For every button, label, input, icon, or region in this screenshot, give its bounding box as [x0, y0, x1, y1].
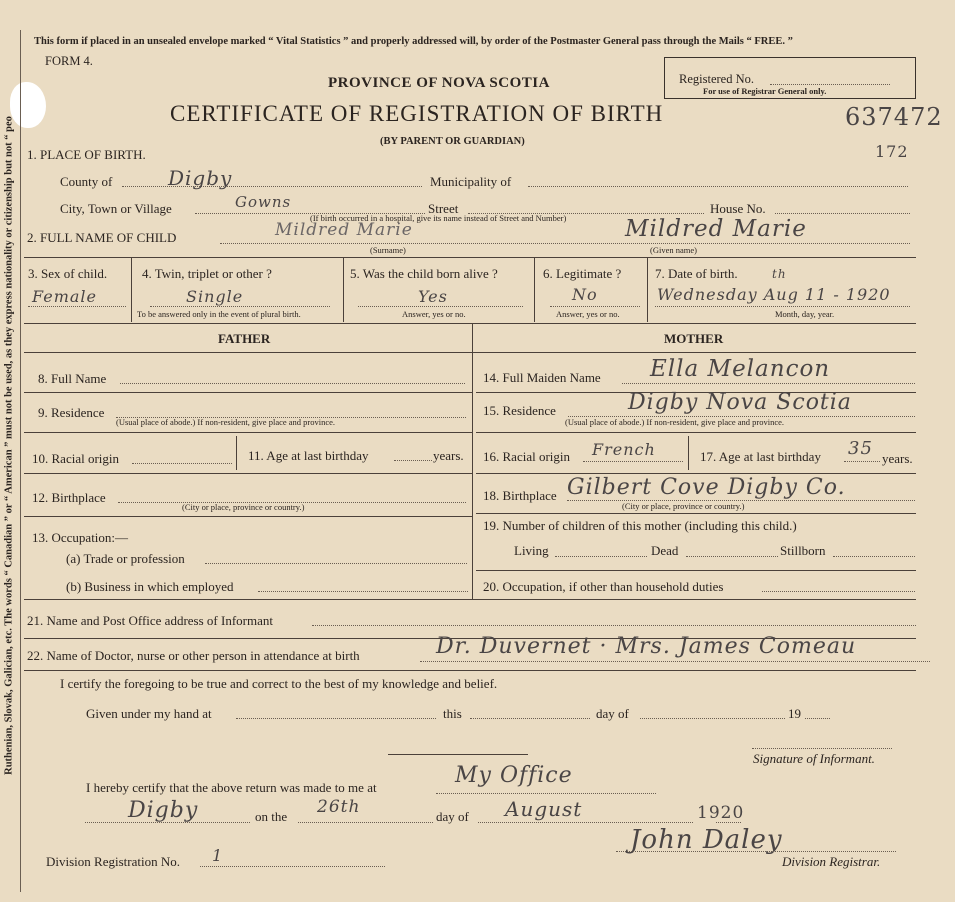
father-racial-label: 10. Racial origin	[32, 451, 120, 466]
given-label: Given under my hand at	[86, 706, 212, 721]
registrar-month-value: August	[505, 797, 583, 821]
hospital-note: (If birth occurred in a hospital, give its name instead of Street and Number)	[310, 213, 567, 223]
father-residence-note: (Usual place of abode.) If non-resident, give place and province.	[116, 417, 336, 427]
side-notice: Ruthenian, Slovak, Galician, etc. The words “ Canadian ” or “ American ” must not be used, as they express nationality or citizenship but not “ peo	[3, 116, 15, 775]
signature-informant-label: Signature of Informant.	[753, 751, 875, 766]
mother-maiden-label: 14. Full Maiden Name	[483, 370, 601, 385]
date-th: th	[772, 267, 787, 281]
registrar-statement: I hereby certify that the above return was made to me at	[86, 780, 377, 795]
mother-years: years.	[882, 451, 913, 466]
registered-sub-number: 172	[875, 142, 909, 161]
father-birthplace-note: (City or place, province or country.)	[182, 502, 305, 512]
top-notice: This form if placed in an unsealed envelope marked “ Vital Statistics ” and properly addressed will, by order of the Postmaster General pass through the Mails “ FREE. ”	[34, 36, 793, 47]
dead-label: Dead	[651, 543, 679, 558]
city-value: Gowns	[235, 193, 292, 211]
mother-racial-value: French	[592, 440, 656, 459]
alive-note: Answer, yes or no.	[402, 309, 466, 319]
twin-value: Single	[186, 287, 244, 306]
registrar-signature-value: John Daley	[630, 825, 783, 855]
on-the-label: on the	[255, 809, 288, 824]
father-trade-label: (a) Trade or profession	[66, 551, 185, 566]
municipality-label: Municipality of	[430, 174, 512, 189]
registrar-year-value: 1920	[697, 803, 745, 823]
father-occupation-label: 13. Occupation:—	[32, 530, 129, 545]
day-of-label: day of	[596, 706, 629, 721]
mother-age-label: 17. Age at last birthday	[700, 449, 821, 464]
torn-corner	[10, 82, 46, 128]
registrar-day-of-label: day of	[436, 809, 469, 824]
father-residence-label: 9. Residence	[38, 405, 105, 420]
living-label: Living	[514, 543, 549, 558]
street-label: Street	[428, 201, 459, 216]
mother-birthplace-label: 18. Birthplace	[483, 488, 557, 503]
mother-age-value: 35	[848, 438, 873, 459]
doctor-label: 22. Name of Doctor, nurse or other person in attendance at birth	[27, 648, 360, 663]
certify-statement: I certify the foregoing to be true and correct to the best of my knowledge and belief.	[60, 676, 498, 691]
this-label: this	[443, 706, 462, 721]
mother-occupation-label: 20. Occupation, if other than household duties	[483, 579, 724, 594]
father-birthplace-label: 12. Birthplace	[32, 490, 106, 505]
father-age-label: 11. Age at last birthday	[248, 448, 369, 463]
division-registration-label: Division Registration No.	[46, 854, 180, 869]
father-business-label: (b) Business in which employed	[66, 579, 234, 594]
mother-maiden-value: Ella Melancon	[650, 356, 831, 382]
registered-box	[664, 57, 916, 99]
alive-label: 5. Was the child born alive ?	[350, 266, 498, 281]
page-title: CERTIFICATE OF REGISTRATION OF BIRTH	[170, 101, 664, 126]
sex-value: Female	[32, 287, 97, 306]
stillborn-label: Stillborn	[780, 543, 826, 558]
child-given-value: Mildred Marie	[625, 216, 807, 242]
twin-label: 4. Twin, triplet or other ?	[142, 266, 272, 281]
informant-label: 21. Name and Post Office address of Informant	[27, 613, 273, 628]
mother-racial-label: 16. Racial origin	[483, 449, 571, 464]
given-note: (Given name)	[650, 245, 697, 255]
father-years: years.	[433, 448, 464, 463]
form-number: FORM 4.	[45, 54, 93, 68]
place-heading: 1. PLACE OF BIRTH.	[27, 147, 146, 162]
date-value: Wednesday Aug 11 - 1920	[657, 285, 891, 304]
province-heading: PROVINCE OF NOVA SCOTIA	[328, 75, 550, 91]
legit-note: Answer, yes or no.	[556, 309, 620, 319]
registered-number: 637472	[845, 103, 943, 131]
registrar-place-value: My Office	[455, 763, 573, 788]
mother-residence-label: 15. Residence	[483, 403, 556, 418]
alive-value: Yes	[418, 287, 448, 306]
registered-note: For use of Registrar General only.	[703, 86, 827, 96]
registered-label: Registered No.	[679, 72, 754, 86]
father-heading: FATHER	[218, 331, 271, 346]
mother-residence-note: (Usual place of abode.) If non-resident, give place and province.	[565, 417, 785, 427]
house-label: House No.	[710, 201, 766, 216]
mother-residence-value: Digby Nova Scotia	[628, 390, 852, 415]
year-prefix: 19	[788, 706, 801, 721]
father-fullname-label: 8. Full Name	[38, 371, 107, 386]
date-note: Month, day, year.	[775, 309, 835, 319]
doctor-value: Dr. Duvernet · Mrs. James Comeau	[436, 634, 857, 659]
twin-note: To be answered only in the event of plural birth.	[137, 309, 301, 319]
county-value: Digby	[168, 166, 233, 190]
surname-note: (Surname)	[370, 245, 406, 255]
child-name-label: 2. FULL NAME OF CHILD	[27, 230, 177, 245]
page-subtitle: (BY PARENT OR GUARDIAN)	[380, 136, 525, 147]
registrar-day-value: 26th	[317, 797, 361, 817]
county-label: County of	[60, 174, 113, 189]
mother-heading: MOTHER	[664, 331, 724, 346]
mother-birthplace-value: Gilbert Cove Digby Co.	[567, 475, 846, 500]
division-registrar-label: Division Registrar.	[782, 854, 881, 869]
legit-label: 6. Legitimate ?	[543, 266, 622, 281]
mother-birthplace-note: (City or place, province or country.)	[622, 501, 745, 511]
division-registration-value: 1	[212, 846, 224, 865]
city-label: City, Town or Village	[60, 201, 172, 216]
date-label: 7. Date of birth.	[655, 266, 738, 281]
sex-label: 3. Sex of child.	[28, 266, 108, 281]
mother-children-label: 19. Number of children of this mother (including this child.)	[483, 518, 797, 533]
margin-rule	[20, 30, 21, 892]
child-surname-value: Mildred Marie	[275, 220, 413, 240]
legit-value: No	[572, 285, 598, 304]
registrar-town-value: Digby	[128, 798, 199, 823]
